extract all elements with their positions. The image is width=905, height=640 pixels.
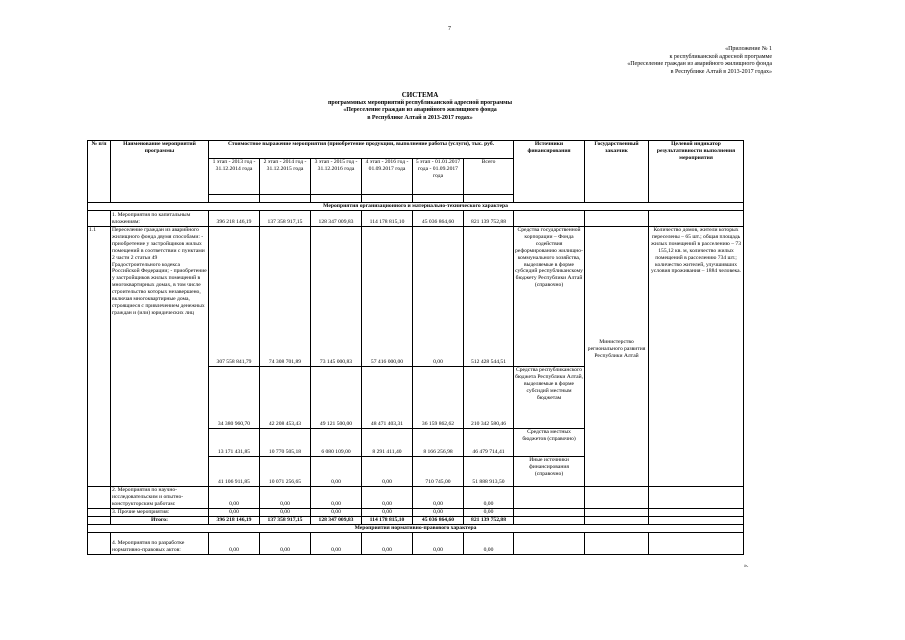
value-cell: 8 291 411,40 <box>362 429 413 457</box>
empty-cell <box>649 211 744 227</box>
value-cell: 0,00 <box>464 533 514 555</box>
value-cell: 41 106 911,85 <box>209 457 260 487</box>
value-cell: 0,00 <box>311 509 362 517</box>
document-heading <box>300 92 540 122</box>
empty-cell <box>649 509 744 517</box>
value-cell: 0,00 <box>464 509 514 517</box>
heading-line: в Республике Алтай в 2013-2017 годах» <box>367 114 473 121</box>
value-cell: 57 416 000,00 <box>362 227 413 367</box>
value-cell: 0,00 <box>260 487 311 509</box>
value-cell: 210 342 580,46 <box>464 367 514 429</box>
value-cell: 137 358 917,15 <box>260 517 311 525</box>
appendix-note <box>512 46 772 76</box>
program-table <box>87 140 744 555</box>
value-cell: 0,00 <box>362 487 413 509</box>
source-cell: Иные источники финансирования (справочно) <box>514 457 585 487</box>
header-stage: 1 этап - 2013 год - 31.12.2014 года <box>209 159 260 195</box>
table-header-row <box>88 141 744 159</box>
value-cell: 821 139 752,88 <box>464 517 514 525</box>
indicator-cell: Количество домов, жители которых переселены – 65 шт.; общая площадь жилых помещений в расселению – 73 155,12 кв. м, количество жилых помещений в расселению 734 шт.; количество жителей, улучшивших условия проживания – 1884 человека. <box>649 227 744 487</box>
value-cell: 0,00 <box>260 509 311 517</box>
value-cell: 10 770 505,18 <box>260 429 311 457</box>
value-cell: 0,00 <box>209 487 260 509</box>
empty-cell <box>88 509 111 517</box>
empty-cell <box>209 195 260 203</box>
value-cell: 396 218 146,19 <box>209 211 260 227</box>
empty-cell <box>585 211 649 227</box>
table-row <box>88 487 744 509</box>
empty-cell <box>514 517 585 525</box>
value-cell: 51 888 913,50 <box>464 457 514 487</box>
value-cell: 396 218 146,19 <box>209 517 260 525</box>
value-cell: 0,00 <box>464 487 514 509</box>
empty-cell <box>514 487 585 509</box>
header-stage: 4 этап - 2016 год - 01.09.2017 года <box>362 159 413 195</box>
empty-cell <box>464 195 514 203</box>
empty-cell <box>649 517 744 525</box>
value-cell: 128 347 009,83 <box>311 517 362 525</box>
total-label: Итого: <box>111 517 209 525</box>
customer-cell: Министерство регионального развития Республики Алтай <box>585 227 649 487</box>
value-cell: 710 745,00 <box>413 457 464 487</box>
table-row <box>88 227 744 367</box>
header-total: Всего <box>464 159 514 195</box>
header-indicator: Целевой индикатор результативности выполнения мероприятия <box>649 141 744 203</box>
value-cell: 0,00 <box>362 533 413 555</box>
empty-cell <box>88 517 111 525</box>
empty-cell <box>585 509 649 517</box>
section-title: Мероприятия организационного и материально-технического характера <box>88 203 744 211</box>
value-cell: 821 139 752,88 <box>464 211 514 227</box>
value-cell: 45 036 864,60 <box>413 211 464 227</box>
closing-quote: ». <box>744 563 749 569</box>
value-cell: 48 471 403,31 <box>362 367 413 429</box>
empty-cell <box>585 533 649 555</box>
empty-cell <box>260 195 311 203</box>
empty-cell <box>514 533 585 555</box>
appendix-line: в Республике Алтай в 2013-2017 годах» <box>670 68 772 75</box>
header-stage: 2 этап - 2014 год - 31.12.2015 года <box>260 159 311 195</box>
empty-cell <box>649 487 744 509</box>
value-cell: 74 308 701,89 <box>260 227 311 367</box>
total-row <box>88 517 744 525</box>
value-cell: 6 080 109,00 <box>311 429 362 457</box>
value-cell: 49 121 500,00 <box>311 367 362 429</box>
value-cell: 0,00 <box>311 487 362 509</box>
value-cell: 0,00 <box>260 533 311 555</box>
empty-cell <box>585 487 649 509</box>
value-cell: 42 208 453,43 <box>260 367 311 429</box>
heading-line: программных мероприятий республиканской адресной программы <box>327 99 513 106</box>
value-cell: 128 347 009,83 <box>311 211 362 227</box>
row-name: Переселение граждан из аварийного жилищного фонда двумя способами: - приобретение у застройщиков жилых помещений в соответствии с пунктами 2 части 2 статьи 49 Градостроительного кодекса Российской Федерации; - приобретение у застройщиков жилых помещений в многоквартирных домах, в том числе строительство которых незавершено, включая многоквартирные дома, строящиеся с привлечением денежных граждан и (или) юридических лиц <box>111 227 209 487</box>
value-cell: 137 358 917,15 <box>260 211 311 227</box>
appendix-line: «Переселение граждан из аварийного жилищного фонда <box>627 61 772 68</box>
value-cell: 512 428 544,51 <box>464 227 514 367</box>
empty-cell <box>88 487 111 509</box>
value-cell: 46 479 714,41 <box>464 429 514 457</box>
source-cell: Средства местных бюджетов (справочно) <box>514 429 585 457</box>
appendix-line: к республиканской адресной программе <box>669 53 772 60</box>
value-cell: 0,00 <box>413 487 464 509</box>
empty-cell <box>413 195 464 203</box>
page-number: 7 <box>448 26 451 32</box>
empty-cell <box>88 533 111 555</box>
value-cell: 13 171 431,85 <box>209 429 260 457</box>
empty-cell <box>311 195 362 203</box>
header-cost: Стоимостное выражение мероприятия (приобретение продукции, выполнение работы (услуги), тыс. руб. <box>209 141 514 159</box>
header-stage: 3 этап - 2015 год - 31.12.2016 года <box>311 159 362 195</box>
header-name: Наименование мероприятий программы <box>111 141 209 203</box>
header-sources: Источники финансирования <box>514 141 585 203</box>
value-cell: 34 380 960,70 <box>209 367 260 429</box>
empty-cell <box>585 517 649 525</box>
source-cell: Средства государственной корпорации – Фонда содействия реформированию жилищно-коммунального хозяйства, выделяемые в форме субсидий республиканскому бюджету Республики Алтай (справочно) <box>514 227 585 367</box>
header-customer: Государственный заказчик <box>585 141 649 203</box>
header-stage: 5 этап - 01.01.2017 года - 01.09.2017 года <box>413 159 464 195</box>
value-cell: 114 178 815,10 <box>362 211 413 227</box>
value-cell: 0,00 <box>413 533 464 555</box>
heading-title: СИСТЕМА <box>401 91 439 99</box>
value-cell: 10 071 256,65 <box>260 457 311 487</box>
empty-cell <box>649 533 744 555</box>
value-cell: 73 145 000,83 <box>311 227 362 367</box>
section-row <box>88 203 744 211</box>
section-title: Мероприятия нормативно-правового характера <box>88 525 744 533</box>
appendix-line: «Приложение № 1 <box>725 46 772 52</box>
row-name: 2. Мероприятия по научно-исследовательским и опытно-конструкторским работам: <box>111 487 209 509</box>
value-cell: 0,00 <box>209 533 260 555</box>
value-cell: 0,00 <box>413 227 464 367</box>
section-row <box>88 525 744 533</box>
value-cell: 307 558 841,79 <box>209 227 260 367</box>
value-cell: 36 159 862,62 <box>413 367 464 429</box>
value-cell: 114 178 815,10 <box>362 517 413 525</box>
row-num: 1.1 <box>88 227 111 487</box>
empty-cell <box>514 211 585 227</box>
empty-cell <box>362 195 413 203</box>
value-cell: 0,00 <box>311 533 362 555</box>
value-cell: 0,00 <box>362 457 413 487</box>
value-cell: 8 166 256,98 <box>413 429 464 457</box>
empty-cell <box>514 509 585 517</box>
row-name: 3. Прочие мероприятия: <box>111 509 209 517</box>
header-num: № п/п <box>88 141 111 203</box>
source-cell: Средства республиканского бюджета Республики Алтай, выделяемые в форме субсидий местным бюджетам <box>514 367 585 429</box>
value-cell: 0,00 <box>209 509 260 517</box>
empty-cell <box>88 211 111 227</box>
value-cell: 0,00 <box>362 509 413 517</box>
heading-line: «Переселение граждан из аварийного жилищного фонда <box>343 107 497 114</box>
table-row <box>88 533 744 555</box>
value-cell: 45 036 864,60 <box>413 517 464 525</box>
value-cell: 0,00 <box>413 509 464 517</box>
row-name: 4. Мероприятия по разработке нормативно-правовых актов: <box>111 533 209 555</box>
value-cell: 0,00 <box>311 457 362 487</box>
table-row <box>88 211 744 227</box>
table-row <box>88 509 744 517</box>
row-name: 1. Мероприятия по капитальным вложениям: <box>111 211 209 227</box>
